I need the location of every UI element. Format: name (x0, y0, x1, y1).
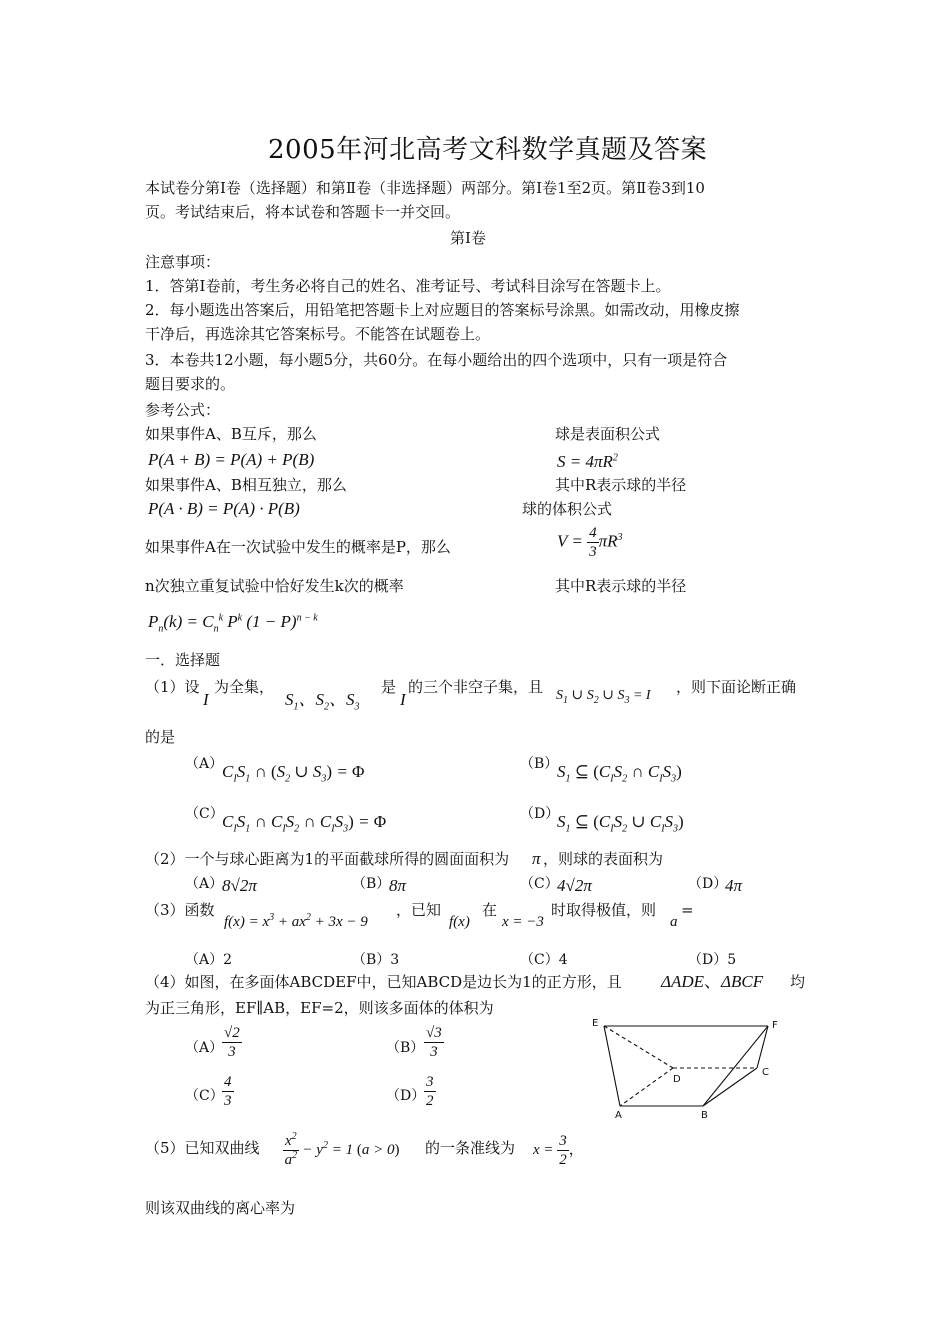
notice-item-3-line-2: 题目要求的。 (145, 375, 236, 393)
q1-option-a-label: （A） (185, 756, 224, 772)
q4-line-1-end: 均 (790, 973, 806, 991)
q2-option-a-label: （A） (185, 876, 224, 892)
q3-fx: f(x) (449, 914, 470, 930)
q2-text-end: ，则球的表面积为 (543, 850, 664, 868)
q4-option-c: $\frac{4}{3}$ (224, 1074, 232, 1109)
q3-text-3: 时取得极值，则 (551, 901, 657, 919)
q2-option-a: 8√2π (222, 876, 257, 895)
q4-line-2: 为正三角形，EF∥AB，EF=2，则该多面体的体积为 (145, 999, 494, 1017)
figure-label-e: E (592, 1018, 599, 1029)
q2-option-b-label: （B） (352, 876, 391, 892)
formula-left-4: n次独立重复试验中恰好发生k次的概率 (145, 577, 404, 595)
q1-text-2: 是 (381, 678, 397, 696)
q4-line-1: （4）如图，在多面体ABCDEF中，已知ABCD是边长为1的正方形，且 (145, 973, 622, 991)
q3-option-a: （A）2 (185, 952, 233, 968)
q5-mid: 的一条准线为 (425, 1139, 516, 1157)
q5-hyperbola: $\frac{x^2}{a^2}$ − $y^2 = 1$ (a > 0) (284, 1131, 400, 1168)
q1-option-b-label: （B） (520, 756, 559, 772)
q3-text-2: 在 (482, 901, 498, 919)
formula-addition-rule: P(A + B) = P(A) + P(B) (148, 450, 315, 469)
q3-option-d: （D）5 (688, 952, 737, 968)
q1-union-condition: $S_1$ ∪ $S_2$ ∪ $S_3 = I$ (556, 688, 651, 706)
q5-prefix: （5）已知双曲线 (145, 1139, 260, 1157)
q1-text-1: 为全集， (214, 678, 275, 696)
figure-label-b: B (701, 1110, 708, 1121)
q2-option-d: 4π (725, 876, 743, 895)
q1-option-b: $S_1$ ⊆ ($C_IS_2$ ∩ $C_IS_3$) (557, 762, 682, 785)
q4-option-a-label: （A） (185, 1040, 224, 1056)
q1-option-c-label: （C） (185, 806, 224, 822)
q4-option-b: $\frac{√3}{3}$ (426, 1025, 442, 1060)
q3-x-value: x = −3 (502, 914, 544, 930)
formula-sphere-area: $S = 4\pi R^2$ (557, 452, 618, 471)
q1-option-a: $C_IS_1$ ∩ ($S_2$ ∪ $S_3) = \Phi$ (222, 762, 365, 785)
q3-function: $f(x) = x^3 + ax^2 + 3x - 9$ (224, 912, 368, 930)
q1-prefix: （1）设 (145, 678, 200, 696)
formula-binomial: $P_n(k) = C_n^k$ $P^k$ $(1 - P)^{n - k}$ (148, 612, 318, 635)
intro-line-2: 页。考试结束后，将本试卷和答题卡一并交回。 (145, 203, 461, 221)
q1-option-c: $C_IS_1$ ∩ $C_IS_2$ ∩ $C_IS_3) = \Phi$ (222, 812, 387, 835)
q3-equals: = (681, 901, 694, 919)
q2-option-c: 4√2π (557, 876, 592, 895)
q4-option-a: $\frac{√2}{3}$ (224, 1025, 240, 1060)
polyhedron-figure (585, 1012, 785, 1124)
formula-heading: 参考公式： (145, 401, 221, 419)
q2-text: （2）一个与球心距离为1的平面截球所得的圆面面积为 (145, 850, 510, 868)
q2-option-d-label: （D） (688, 876, 728, 892)
q1-option-d-label: （D） (520, 806, 560, 822)
page-title: 2005年河北高考文科数学真题及答案 (268, 135, 708, 165)
formula-left-3: 如果事件A在一次试验中发生的概率是P，那么 (145, 538, 451, 556)
q1-subsets: $S_1$、$S_2$、$S_3$ (285, 690, 360, 713)
q1-set-i: I (203, 690, 209, 709)
formula-sphere-volume: V = $\frac{4}{3}$ $\pi R^3$ (557, 525, 623, 560)
formula-right-3: 球的体积公式 (522, 500, 613, 518)
q4-option-d: $\frac{3}{2}$ (426, 1074, 434, 1109)
q1-set-i-2: I (400, 690, 406, 709)
notice-item-2-line-1: 2．每小题选出答案后，用铅笔把答题卡上对应题目的答案标号涂黑。如需改动，用橡皮擦 (145, 301, 740, 319)
q3-option-b: （B）3 (352, 952, 400, 968)
q3-a: a (670, 914, 678, 930)
notice-item-1: 1．答第Ⅰ卷前，考生务必将自己的姓名、准考证号、考试科目涂写在答题卡上。 (145, 277, 671, 295)
q2-pi: π (532, 849, 541, 868)
q4-option-c-label: （C） (185, 1088, 224, 1104)
section-label: 第Ⅰ卷 (450, 229, 486, 247)
q3-prefix: （3）函数 (145, 901, 215, 919)
q3-text-1: ，已知 (396, 901, 442, 919)
q1-text-3: 的三个非空子集，且 (408, 678, 544, 696)
q1-option-d: $S_1$ ⊆ ($C_IS_2$ ∪ $C_IS_3$) (557, 812, 684, 835)
figure-label-a: A (615, 1110, 622, 1121)
figure-label-f: F (772, 1020, 778, 1031)
notice-heading: 注意事项： (145, 253, 221, 271)
q4-option-b-label: （B） (386, 1040, 425, 1056)
q1-text-4: ，则下面论断正确 (676, 678, 797, 696)
figure-label-d: D (673, 1074, 681, 1085)
formula-left-2: 如果事件A、B相互独立，那么 (145, 476, 347, 494)
notice-item-3-line-1: 3．本卷共12小题，每小题5分，共60分。在每小题给出的四个选项中，只有一项是符合 (145, 351, 728, 369)
formula-multiplication-rule: P(A · B) = P(A) · P(B) (148, 499, 300, 518)
choice-heading: 一．选择题 (145, 651, 221, 669)
q3-option-c: （C）4 (520, 952, 568, 968)
q4-triangles: ΔADE、ΔBCF (661, 972, 764, 991)
q4-option-d-label: （D） (386, 1088, 426, 1104)
formula-right-4: 其中R表示球的半径 (555, 577, 687, 595)
q2-option-b: 8π (389, 876, 407, 895)
figure-label-c: C (762, 1067, 769, 1078)
notice-item-2-line-2: 干净后，再选涂其它答案标号。不能答在试题卷上。 (145, 325, 491, 343)
formula-right-2: 其中R表示球的半径 (555, 476, 687, 494)
formula-right-1: 球是表面积公式 (555, 425, 661, 443)
q1-continuation: 的是 (145, 728, 176, 746)
intro-line-1: 本试卷分第Ⅰ卷（选择题）和第Ⅱ卷（非选择题）两部分。第Ⅰ卷1至2页。第Ⅱ卷3到10 (145, 179, 705, 197)
formula-left-1: 如果事件A、B互斥，那么 (145, 425, 317, 443)
q5-continuation: 则该双曲线的离心率为 (145, 1199, 296, 1217)
q5-directrix: x = $\frac{3}{2}$ ， (533, 1133, 584, 1168)
q2-option-c-label: （C） (520, 876, 559, 892)
